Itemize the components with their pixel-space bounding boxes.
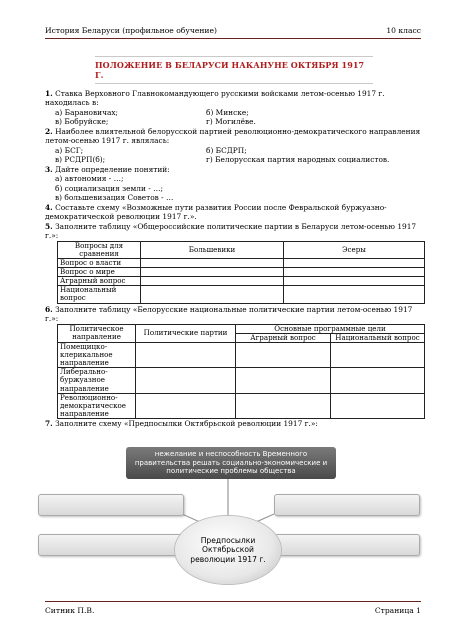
empty-cell[interactable] — [141, 277, 284, 286]
column-header: Политические партии — [136, 324, 236, 342]
question-text: Составьте схему «Возможные пути развития России после Февральской буржуазно-демократической революции 1917 г.». — [45, 202, 387, 222]
question-1 — [45, 89, 425, 108]
answer-row — [45, 117, 425, 126]
question-number: 5. — [45, 221, 53, 231]
content — [45, 89, 425, 429]
table-row — [58, 393, 425, 418]
column-header: Эсеры — [284, 241, 425, 258]
table-row — [58, 368, 425, 393]
column-header: Национальный вопрос — [331, 333, 425, 342]
empty-cell[interactable] — [236, 342, 331, 367]
diagram-box-right-bottom[interactable] — [274, 534, 420, 556]
header-subject: История Беларуси (профильное обучение) — [45, 26, 217, 35]
empty-cell[interactable] — [331, 368, 425, 393]
empty-cell[interactable] — [331, 393, 425, 418]
footer-rule — [45, 601, 421, 602]
table-row — [58, 286, 425, 303]
page-title: ПОЛОЖЕНИЕ В БЕЛАРУСИ НАКАНУНЕ ОКТЯБРЯ 1917 Г. — [95, 59, 365, 80]
question-number: 4. — [45, 202, 53, 212]
empty-cell[interactable] — [136, 342, 236, 367]
question-text: Наиболее влиятельной белорусской партией революционно-демократического направления летом-осенью 1917 г. являлась: — [45, 126, 421, 146]
answer-row — [45, 155, 425, 164]
empty-cell[interactable] — [141, 258, 284, 267]
empty-cell[interactable] — [331, 342, 425, 367]
answer-option: в) РСДРП(б); — [55, 155, 106, 165]
empty-cell[interactable] — [236, 368, 331, 393]
question-2 — [45, 127, 425, 146]
table-header-row — [58, 324, 425, 333]
answer-option: б) Минске; — [206, 107, 249, 117]
question-number: 7. — [45, 419, 53, 429]
empty-cell[interactable] — [141, 286, 284, 303]
answer-option: г) Белорусская партия народных социалистов. — [206, 155, 390, 165]
question-number: 6. — [45, 304, 53, 314]
header-rule — [45, 38, 421, 39]
row-label: Вопрос о власти — [58, 258, 141, 267]
diagram-box-right-top[interactable] — [274, 494, 420, 516]
row-label: Революционно-демократическое направление — [58, 393, 136, 418]
diagram-top-box: нежелание и неспособность Временного правительства решать социально-экономические и политические проблемы общества — [126, 447, 336, 479]
answer-option: б) БСДРП; — [206, 145, 247, 155]
empty-cell[interactable] — [136, 393, 236, 418]
page-header — [45, 26, 421, 36]
question-5 — [45, 222, 425, 241]
empty-cell[interactable] — [284, 277, 425, 286]
empty-cell[interactable] — [284, 286, 425, 303]
row-label: Помещицко-клерикальное направление — [58, 342, 136, 367]
belarus-parties-table — [57, 324, 425, 420]
question-number: 2. — [45, 126, 53, 136]
question-text: Заполните схему «Предпосылки Октябрьской революции 1917 г.»: — [55, 419, 318, 429]
question-text: Ставка Верховного Главнокомандующего русскими войсками летом-осенью 1917 г. находилась в: — [45, 89, 385, 108]
concept-item: в) большевизация Советов - … — [55, 193, 174, 203]
column-header: Вопросы для сравнения — [58, 241, 141, 258]
diagram-box-left-top[interactable] — [38, 494, 184, 516]
answer-option: а) БСГ; — [55, 145, 84, 155]
concept-item: а) автономия - …; — [55, 174, 124, 184]
column-header: Большевики — [141, 241, 284, 258]
parties-table — [57, 241, 425, 304]
empty-cell[interactable] — [141, 267, 284, 276]
column-header: Аграрный вопрос — [236, 333, 331, 342]
column-header: Основные программные цели — [236, 324, 425, 333]
footer-author: Ситник П.В. — [45, 606, 95, 615]
answer-row — [45, 146, 425, 155]
title-box — [95, 56, 373, 84]
empty-cell[interactable] — [284, 267, 425, 276]
empty-cell[interactable] — [236, 393, 331, 418]
empty-cell[interactable] — [136, 368, 236, 393]
question-number: 3. — [45, 164, 53, 174]
question-text: Заполните таблицу «Общероссийские политические партии в Беларуси летом-осенью 1917 г.»: — [45, 221, 417, 241]
header-grade: 10 класс — [386, 26, 421, 35]
question-text: Дайте определение понятий: — [55, 164, 170, 174]
table-header-row — [58, 241, 425, 258]
concept-item: б) социализация земли - …; — [55, 183, 163, 193]
question-3 — [45, 165, 425, 174]
question-text: Заполните таблицу «Белорусские национальные политические партии летом-осенью 1917 г.»: — [45, 304, 413, 324]
question-number: 1. — [45, 89, 53, 98]
diagram-center-ellipse — [175, 516, 281, 584]
prerequisites-diagram — [36, 443, 420, 593]
footer-page-number: Страница 1 — [374, 606, 421, 615]
row-label: Вопрос о мире — [58, 267, 141, 276]
answer-option: в) Бобруйске; — [55, 117, 109, 127]
empty-cell[interactable] — [284, 258, 425, 267]
diagram-box-left-bottom[interactable] — [38, 534, 184, 556]
column-header: Политическое направление — [58, 324, 136, 342]
question-7 — [45, 419, 425, 428]
row-label: Национальный вопрос — [58, 286, 141, 303]
answer-option: г) Могилёве. — [206, 117, 256, 127]
answer-row — [45, 108, 425, 117]
diagram-center-label: Предпосылки Октябрьской революции 1917 г. — [190, 535, 266, 564]
table-row — [58, 342, 425, 367]
row-label: Аграрный вопрос — [58, 277, 141, 286]
page-footer — [45, 606, 421, 616]
answer-option: а) Барановичах; — [55, 107, 119, 117]
question-4 — [45, 203, 425, 222]
question-6 — [45, 305, 425, 324]
row-label: Либерально-буржуазное направление — [58, 368, 136, 393]
